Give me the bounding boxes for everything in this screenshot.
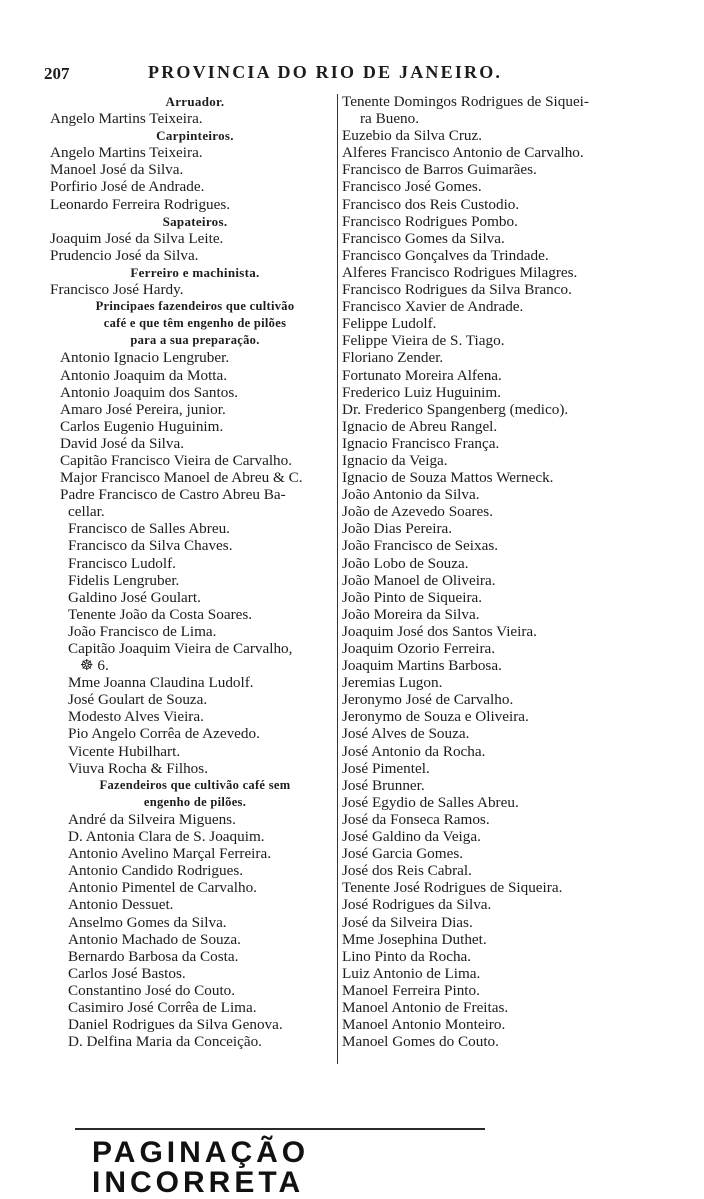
left-list-entry: Leonardo Ferreira Rodrigues. <box>50 195 231 213</box>
left-list-entry: Carlos Eugenio Huguinim. <box>60 417 224 435</box>
left-section-heading: para a sua preparação. <box>130 333 260 348</box>
right-list-entry: João Antonio da Silva. <box>342 486 480 504</box>
right-list-entry: Francisco Xavier de Andrade. <box>342 298 524 316</box>
left-section-heading: Principaes fazendeiros que cultivão <box>95 299 295 314</box>
left-list-entry: D. Delfina Maria da Conceição. <box>68 1033 262 1051</box>
left-section-heading: Sapateiros. <box>162 213 228 229</box>
right-list-entry: José da Silveira Dias. <box>342 913 473 931</box>
left-list-entry: Daniel Rodrigues da Silva Genova. <box>68 1016 283 1034</box>
left-section-heading: Fazendeiros que cultivão café sem <box>99 777 291 792</box>
right-list-entry: José Antonio da Rocha. <box>342 742 486 760</box>
left-list-entry: Antonio Avelino Marçal Ferreira. <box>68 845 271 863</box>
left-list-entry: D. Antonia Clara de S. Joaquim. <box>68 828 265 846</box>
right-list-entry: Manoel Gomes do Couto. <box>342 1033 499 1051</box>
right-list-entry: José Pimentel. <box>342 759 430 777</box>
left-list-entry: Constantino José do Couto. <box>68 981 236 999</box>
left-list-entry: Modesto Alves Vieira. <box>68 708 204 726</box>
right-list-entry: João Dias Pereira. <box>342 520 453 538</box>
right-list-entry: Felippe Ludolf. <box>342 315 437 333</box>
left-section-heading: Arruador. <box>165 94 225 109</box>
left-section-heading: engenho de pilões. <box>143 794 247 809</box>
right-list-entry: Ignacio da Veiga. <box>342 451 448 469</box>
right-list-entry: João Moreira da Silva. <box>342 605 480 623</box>
left-list-entry: Vicente Hubilhart. <box>68 742 181 760</box>
right-list-entry: João Pinto de Siqueira. <box>342 588 483 606</box>
right-list-entry: Alferes Francisco Rodrigues Milagres. <box>342 263 578 281</box>
right-list-entry: João Manoel de Oliveira. <box>342 571 496 589</box>
left-list-entry: Manoel José da Silva. <box>50 161 184 179</box>
right-list-entry: Jeronymo José de Carvalho. <box>342 691 514 709</box>
left-list-entry: Antonio Candido Rodrigues. <box>68 862 244 880</box>
left-section-heading: café e que têm engenho de pilões <box>103 316 287 331</box>
right-list-entry: José Rodrigues da Silva. <box>342 896 492 914</box>
left-list-entry: Antonio Joaquim da Motta. <box>60 366 228 384</box>
left-list-entry: Prudencio José da Silva. <box>50 246 199 264</box>
right-list-entry: Joaquim Ozorio Ferreira. <box>342 640 496 657</box>
right-list-entry: Floriano Zender. <box>342 349 444 367</box>
right-list-entry: Frederico Luiz Huguinim. <box>342 383 502 401</box>
right-list-entry: Euzebio da Silva Cruz. <box>342 127 483 145</box>
left-list-entry: Padre Francisco de Castro Abreu Ba- <box>60 486 286 504</box>
right-list-entry: ra Bueno. <box>360 110 420 128</box>
right-list-entry: Ignacio de Abreu Rangel. <box>342 417 498 435</box>
left-list-entry: Major Francisco Manoel de Abreu & C. <box>60 469 303 487</box>
left-column <box>50 93 340 1050</box>
right-list-entry: Joaquim Martins Barbosa. <box>342 657 502 675</box>
bottom-rule <box>75 1128 485 1130</box>
right-list-entry: Francisco Gonçalves da Trindade. <box>342 246 549 264</box>
right-list-entry: Tenente Domingos Rodrigues de Siquei- <box>342 93 589 110</box>
left-list-entry: cellar. <box>68 503 105 521</box>
right-list-entry: Alferes Francisco Antonio de Carvalho. <box>342 144 584 162</box>
stamp-text: PAGINAÇÃO INCORRETA <box>92 1136 310 1199</box>
left-list-entry: Mme Joanna Claudina Ludolf. <box>68 674 254 692</box>
left-list-entry: André da Silveira Miguens. <box>68 810 236 828</box>
running-title: PROVINCIA DO RIO DE JANEIRO. <box>148 62 503 82</box>
left-list-entry: Carlos José Bastos. <box>68 964 186 982</box>
right-list-entry: Dr. Frederico Spangenberg (medico). <box>342 400 569 418</box>
left-list-entry: Antonio Joaquim dos Santos. <box>60 383 239 401</box>
left-list-entry: Francisco de Salles Abreu. <box>68 520 230 538</box>
left-list-entry: Angelo Martins Teixeira. <box>50 144 203 162</box>
column-divider <box>337 94 338 1064</box>
left-list-entry: Casimiro José Corrêa de Lima. <box>68 998 257 1016</box>
left-section-heading: Carpinteiros. <box>156 128 234 144</box>
right-list-entry: Ignacio Francisco França. <box>342 434 500 452</box>
right-list-entry: José Alves de Souza. <box>342 725 470 743</box>
right-column <box>342 93 642 1050</box>
left-list-entry: David José da Silva. <box>60 434 185 452</box>
right-list-entry: Francisco de Barros Guimarães. <box>342 161 537 179</box>
right-list-entry: Ignacio de Souza Mattos Werneck. <box>342 469 554 487</box>
left-list-entry: Tenente João da Costa Soares. <box>68 605 253 623</box>
left-list-entry: Porfirio José de Andrade. <box>50 178 205 196</box>
left-list-entry: Antonio Ignacio Lengruber. <box>60 349 230 367</box>
left-list-entry: Fidelis Lengruber. <box>68 571 180 589</box>
right-list-entry: Manoel Antonio Monteiro. <box>342 1016 506 1034</box>
right-list-entry: José Egydio de Salles Abreu. <box>342 793 519 811</box>
right-list-entry: João Francisco de Seixas. <box>342 537 499 555</box>
right-list-entry: José Garcia Gomes. <box>342 845 464 863</box>
right-list-entry: Tenente José Rodrigues de Siqueira. <box>342 879 563 897</box>
right-list-entry: Jeremias Lugon. <box>342 674 443 692</box>
right-list-entry: Felippe Vieira de S. Tiago. <box>342 332 505 350</box>
left-list-entry: Pio Angelo Corrêa de Azevedo. <box>68 725 260 743</box>
right-list-entry: Jeronymo de Souza e Oliveira. <box>342 708 529 726</box>
left-list-entry: Viuva Rocha & Filhos. <box>68 759 208 777</box>
left-list-entry: Galdino José Goulart. <box>68 588 201 606</box>
pagination-stamp <box>92 1136 522 1199</box>
page-header <box>44 62 664 86</box>
left-list-entry: ☸ 6. <box>80 657 109 675</box>
right-list-entry: Mme Josephina Duthet. <box>342 930 487 948</box>
right-list-entry: Luiz Antonio de Lima. <box>342 964 481 982</box>
right-list-entry: Francisco Gomes da Silva. <box>342 229 505 247</box>
left-list-entry: Antonio Machado de Souza. <box>68 930 241 948</box>
left-list-entry: Francisco José Hardy. <box>50 281 184 299</box>
right-list-entry: Manoel Ferreira Pinto. <box>342 981 480 999</box>
left-list-entry: Capitão Joaquim Vieira de Carvalho, <box>68 640 293 657</box>
right-list-entry: Francisco José Gomes. <box>342 178 482 196</box>
right-list-entry: Lino Pinto da Rocha. <box>342 947 472 965</box>
left-list-entry: Francisco Ludolf. <box>68 554 176 572</box>
right-list-entry: Joaquim José dos Santos Vieira. <box>342 622 537 640</box>
right-list-entry: Francisco Rodrigues Pombo. <box>342 212 518 230</box>
left-list-entry: Capitão Francisco Vieira de Carvalho. <box>60 451 293 469</box>
left-list-entry: Angelo Martins Teixeira. <box>50 110 203 128</box>
right-list-entry: João de Azevedo Soares. <box>342 503 493 521</box>
right-list-entry: Fortunato Moreira Alfena. <box>342 366 502 384</box>
right-list-entry: Francisco dos Reis Custodio. <box>342 195 520 213</box>
left-list-entry: Joaquim José da Silva Leite. <box>50 229 224 247</box>
left-list-entry: Bernardo Barbosa da Costa. <box>68 947 239 965</box>
right-list-entry: José Galdino da Veiga. <box>342 828 481 846</box>
left-list-entry: Anselmo Gomes da Silva. <box>68 913 227 931</box>
right-list-entry: José dos Reis Cabral. <box>342 862 472 880</box>
right-list-entry: Manoel Antonio de Freitas. <box>342 998 509 1016</box>
page-number: 207 <box>44 64 70 83</box>
left-list-entry: Francisco da Silva Chaves. <box>68 537 233 555</box>
left-list-entry: Antonio Pimentel de Carvalho. <box>68 879 257 897</box>
right-list-entry: José da Fonseca Ramos. <box>342 810 490 828</box>
right-list-entry: João Lobo de Souza. <box>342 554 469 572</box>
left-list-entry: João Francisco de Lima. <box>68 622 217 640</box>
right-list-entry: Francisco Rodrigues da Silva Branco. <box>342 281 572 299</box>
left-list-entry: José Goulart de Souza. <box>68 691 208 709</box>
left-list-entry: Antonio Dessuet. <box>68 896 174 914</box>
left-list-entry: Amaro José Pereira, junior. <box>60 400 226 418</box>
left-section-heading: Ferreiro e machinista. <box>130 264 260 280</box>
right-list-entry: José Brunner. <box>342 776 425 794</box>
